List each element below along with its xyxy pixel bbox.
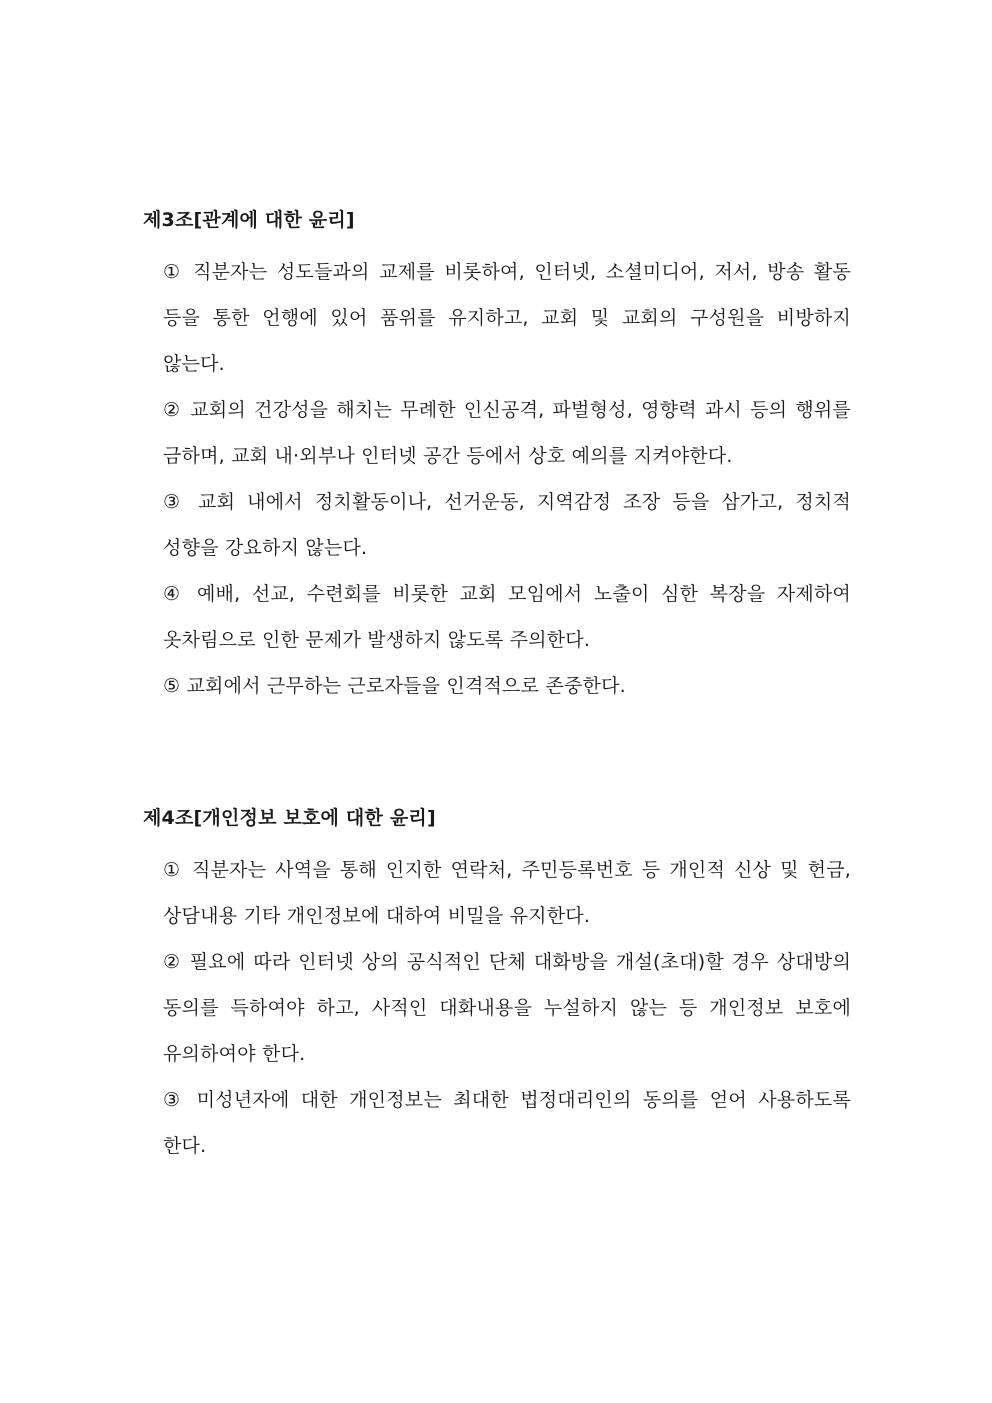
article-3-clause-4: ④ 예배, 선교, 수련회를 비롯한 교회 모임에서 노출이 심한 복장을 자제하여 옷차림으로 인한 문제가 발생하지 않도록 주의한다. [163, 583, 851, 651]
article-3-clause-1: ① 직분자는 성도들과의 교제를 비롯하여, 인터넷, 소셜미디어, 저서, 방송 활동 등을 통한 언행에 있어 품위를 유지하고, 교회 및 교회의 구성원을 비방하지 않는다. [163, 261, 851, 375]
article-4-clause-2: ② 필요에 따라 인터넷 상의 공식적인 단체 대화방을 개설(초대)할 경우 상대방의 동의를 득하여야 하고, 사적인 대화내용을 누설하지 않는 등 개인정보 보호에 유의하여야 한다. [163, 951, 851, 1065]
article-3-clause-5: ⑤ 교회에서 근무하는 근로자들을 인격적으로 존중한다. [163, 675, 626, 697]
article-4-clause-1: ① 직분자는 사역을 통해 인지한 연락처, 주민등록번호 등 개인적 신상 및 헌금, 상담내용 기타 개인정보에 대하여 비밀을 유지한다. [163, 859, 851, 927]
article-4-clause-3: ③ 미성년자에 대한 개인정보는 최대한 법정대리인의 동의를 얻어 사용하도록 한다. [163, 1089, 851, 1157]
article-3-clause-2: ② 교회의 건강성을 해치는 무례한 인신공격, 파벌형성, 영향력 과시 등의 행위를 금하며, 교회 내·외부나 인터넷 공간 등에서 상호 예의를 지켜야한다. [163, 399, 851, 467]
article-3-section [143, 203, 851, 709]
article-4-section [143, 801, 851, 1169]
article-3-heading: 제3조[관계에 대한 윤리] [143, 209, 355, 231]
article-3-clause-3: ③ 교회 내에서 정치활동이나, 선거운동, 지역감정 조장 등을 삼가고, 정치적 성향을 강요하지 않는다. [163, 491, 851, 559]
article-4-heading: 제4조[개인정보 보호에 대한 윤리] [143, 807, 436, 829]
